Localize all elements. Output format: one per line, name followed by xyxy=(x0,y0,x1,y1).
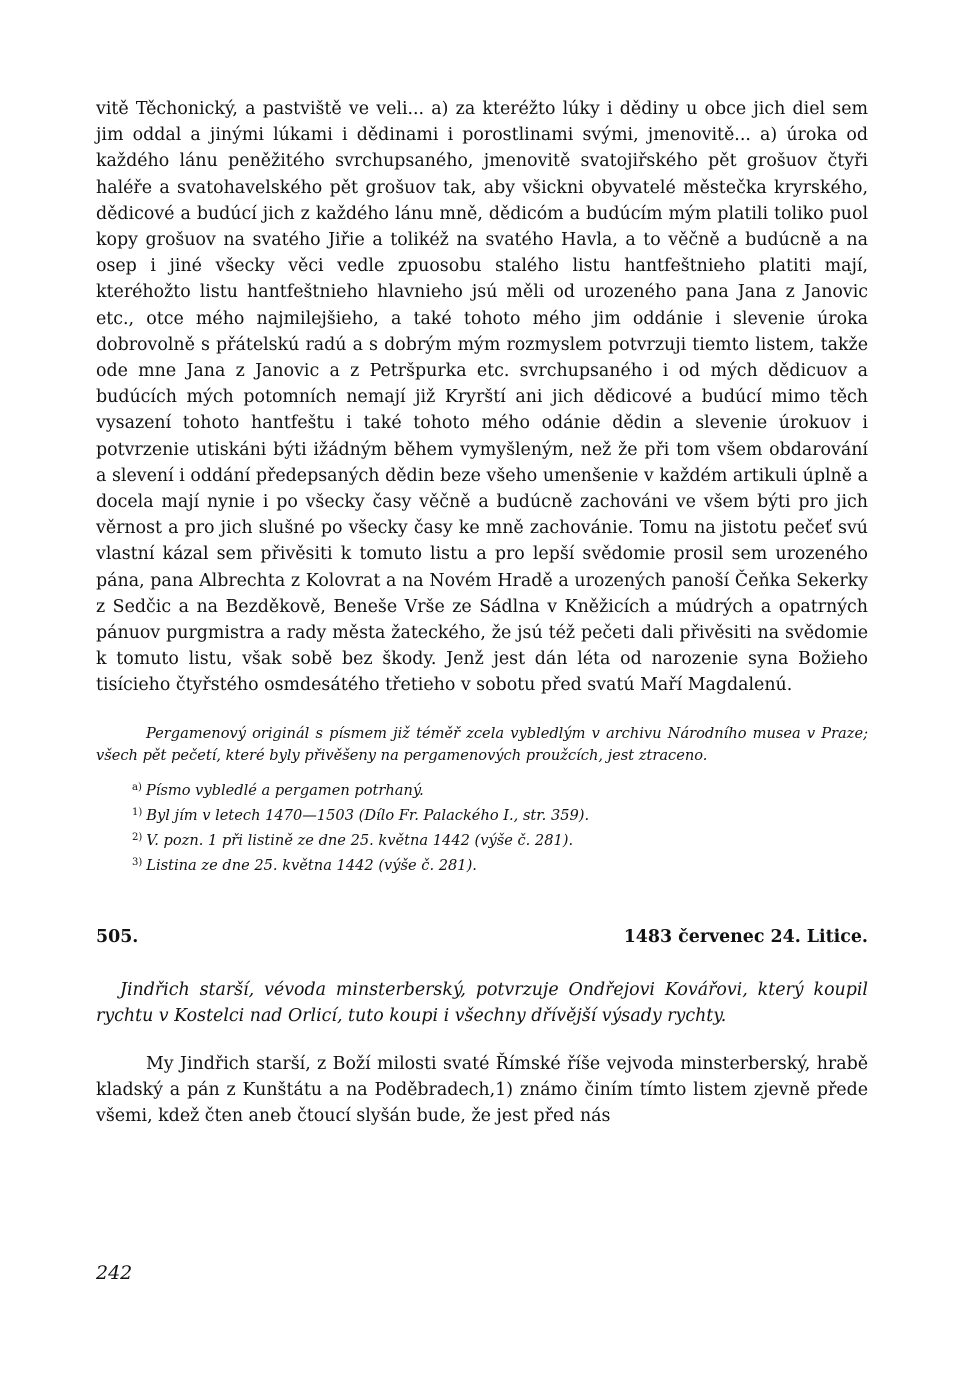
footnote-mark: 2) xyxy=(132,831,143,843)
document-body: My Jindřich starší, z Boží milosti svaté Římské říše vejvoda minsterberský, hrabě kladský a pán z Kunštátu a na Poděbradech,1) známo činím tímto listem zjevně přede všemi, kdež čten aneb čtoucí slyšán bude, že jest před nás xyxy=(96,1054,868,1127)
footnote-mark: 1) xyxy=(132,806,143,818)
footnote-text: Písmo vybledlé a pergamen potrhaný. xyxy=(145,781,424,799)
footnote-item xyxy=(132,852,868,877)
archival-note: Pergamenový originál s písmem již téměř zcela vybledlým v archivu Národního musea v Praze; všech pět pečetí, které byly přivěšeny na pergamenových proužcích, jest ztraceno. xyxy=(96,724,868,764)
main-text-paragraph: vitě Těchonický, a pastviště ve veli... a) za kteréžto lúky i dědiny u obce jich diel sem jim oddal a jinými lúkami i dědinami i porostlinami svými, jmenovitě... a) úroka od každého lánu peněžitého svrchupsaného, jmenovitě svatojiřského pět grošuov čtyři haléře a svatohavelského pět grošuov tak, aby všickni obyvatelé městečka kryrského, dědicové a budúcí jich z každého lánu mně, dědicóm a budúcím mým platili toliko puol kopy grošuov na svatého Jiřie a tolikéž na svatého Havla, a to věčně a budúcně a na osep i jiné všecky věci vedle zpuosobu stalého listu hantfeštnieho platiti mají, kteréhožto listu hantfeštnieho hlavnieho jsú měli od urozeného pana Jana z Janovic etc., otce mého najmilejšieho, a také tohoto mého jim oddánie i slevenie úroka dobrovolně s přátelskú radú a s dobrým mým rozmyslem potvrzuji tiemto listem, takže ode mne Jana z Janovic a z Petršpurka etc. svrchupsaného i od mých dědicuov a budúcích mých potomních nemají již Kryrští ani jich dědicové a budúcí mimo těch vysazení tohoto hantfeštu i také tohoto mého odánie dědin a slevenie úrokuov i potvrzenie utiskáni býti ižádným během vymyšleným, než že při tom všem obdarování a slevení i oddání předepsaných dědin beze všeho umenšenie v každém artikuli úplně a docela mají nynie i po všecky časy věčně a budúcně zachováni ve všem býti pro jich věrnost a pro jich slušné po všecky časy ke mně zachovánie. Tomu na jistotu pečeť svú vlastní kázal sem přivěsiti k tomuto listu a pro lepší svědomie prosil sem urozeného pána, pana Albrechta z Kolovrat a na Novém Hradě a urozených panoší Čeňka Sekerky z Sedčic a na Bezděkově, Beneše Vrše ze Sádlna v Kněžicích a múdrých a opatrných pánuov purgmistra a rady města žateckého, že jsú též pečeti dali přivěsiti na svědomie k tomuto listu, však sobě bez škody. Jenž jest dán léta od narozenie syna Božieho tisícieho čtyřstého osmdesátého třetieho v sobotu před svatú Maří Magdalenú. xyxy=(96,99,868,696)
footnote-item xyxy=(132,827,868,852)
page-number: 242 xyxy=(96,1262,133,1284)
page-content xyxy=(96,96,868,1130)
document-number: 505. xyxy=(96,926,139,947)
archival-note-block xyxy=(96,723,868,877)
footnote-mark: a) xyxy=(132,781,142,793)
footnote-item xyxy=(132,777,868,802)
footnote-text: Byl jím v letech 1470—1503 (Dílo Fr. Palackého I., str. 359). xyxy=(146,806,590,824)
footnote-list xyxy=(132,777,868,877)
document-heading xyxy=(96,927,868,957)
footnote-mark: 3) xyxy=(132,856,143,868)
document-regest: Jindřich starší, vévoda minsterberský, potvrzuje Ondřejovi Kovářovi, který koupil rychtu v Kostelci nad Orlicí, tuto koupi i všechny dřívější výsady rychty. xyxy=(96,979,868,1026)
footnote-text: Listina ze dne 25. května 1442 (výše č. 281). xyxy=(146,856,477,874)
document-date-place: 1483 červenec 24. Litice. xyxy=(623,926,868,947)
footnote-text: V. pozn. 1 při listině ze dne 25. května 1442 (výše č. 281). xyxy=(146,831,574,849)
footnote-item xyxy=(132,802,868,827)
